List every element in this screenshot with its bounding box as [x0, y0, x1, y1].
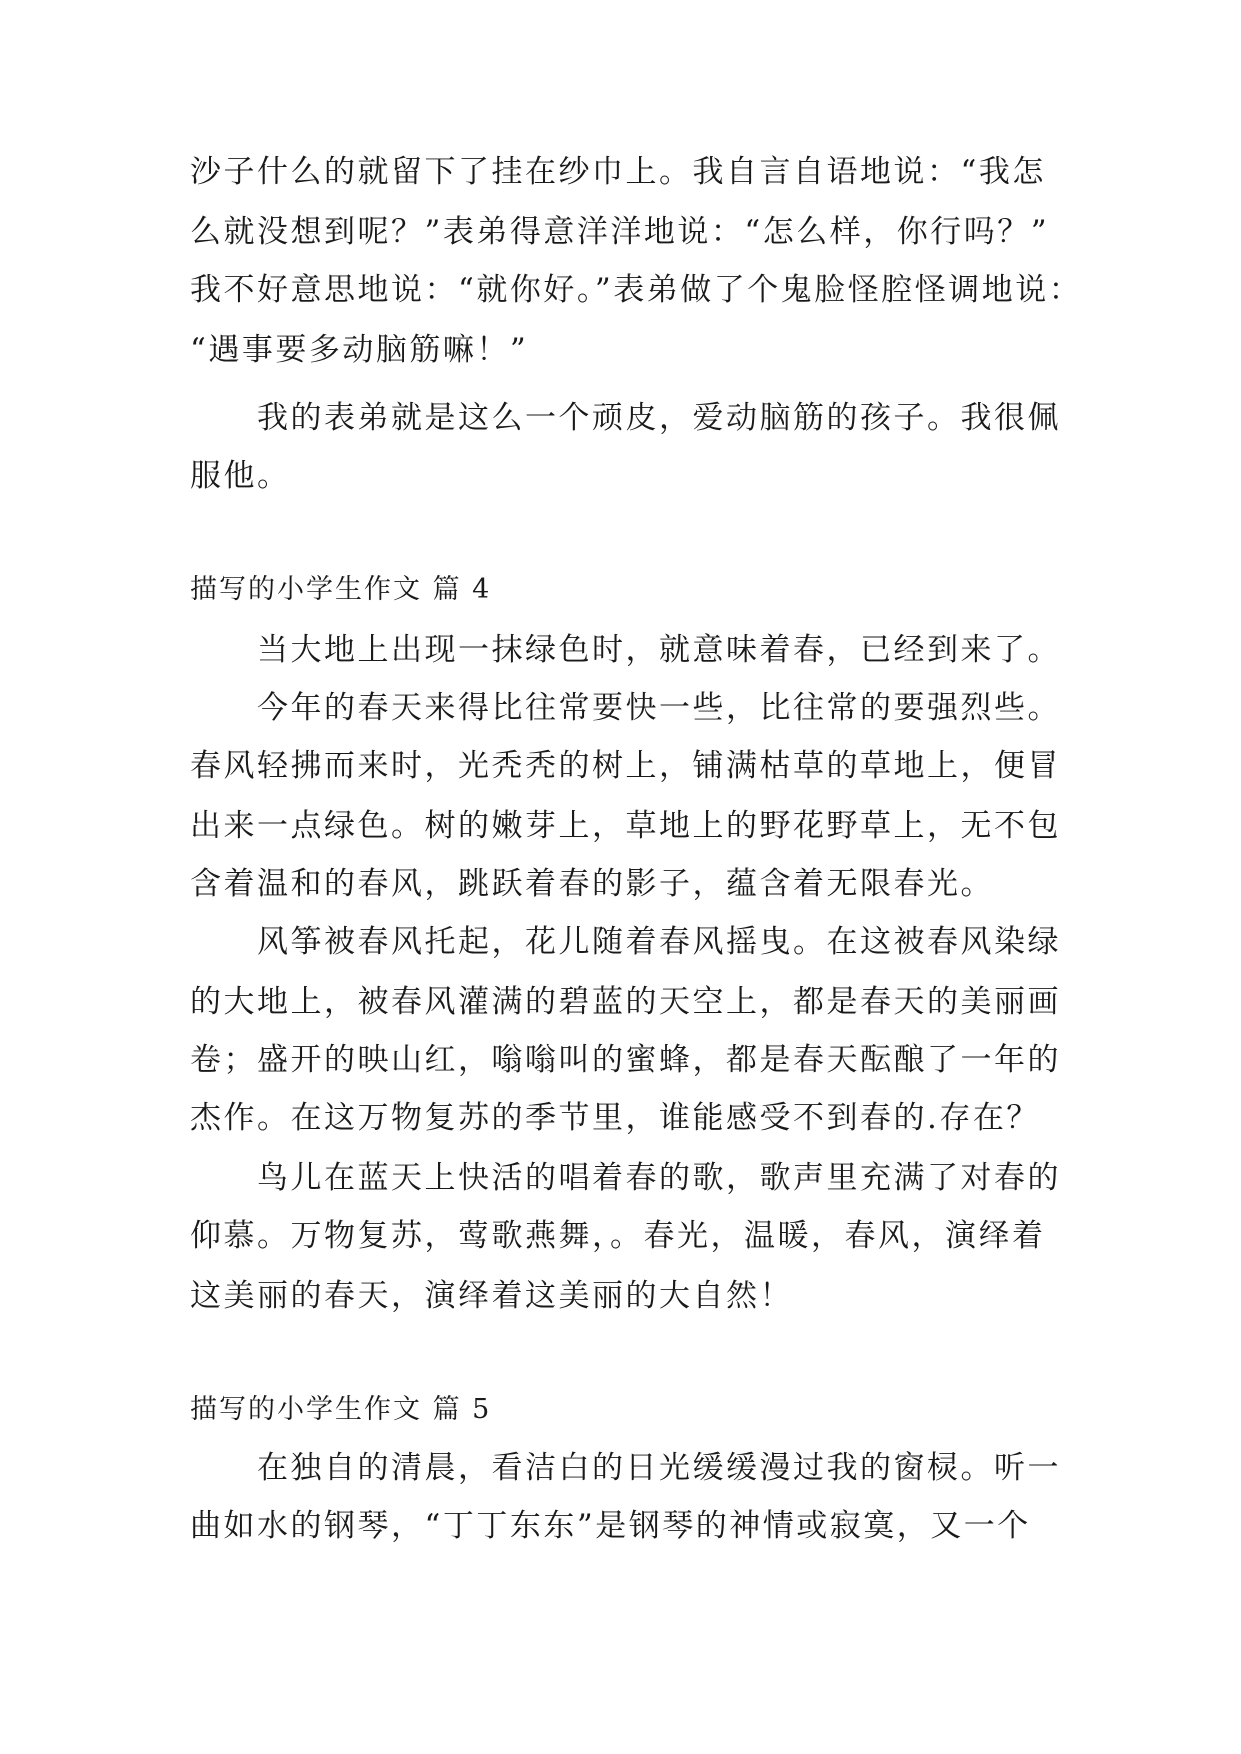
paragraph-line: 出来一点绿色。树的嫩芽上，草地上的野花野草上，无不包 — [190, 808, 1061, 844]
paragraph-line: 沙子什么的就留下了挂在纱巾上。我自言自语地说：“我怎 — [190, 154, 1046, 190]
paragraph-line: 风筝被春风托起，花儿随着春风摇曳。在这被春风染绿 — [190, 924, 1061, 960]
paragraph-line: 我的表弟就是这么一个顽皮，爱动脑筋的孩子。我很佩 — [190, 400, 1061, 436]
section-heading: 描写的小学生作文 篇 5 — [190, 1394, 492, 1425]
paragraph-line: 服他。 — [190, 458, 291, 494]
paragraph-line: 在独自的清晨，看洁白的日光缓缓漫过我的窗棂。听一 — [190, 1450, 1061, 1486]
paragraph-line: 当大地上出现一抹绿色时，就意味着春，已经到来了。 — [190, 632, 1061, 668]
paragraph-line: 鸟儿在蓝天上快活的唱着春的歌，歌声里充满了对春的 — [190, 1160, 1061, 1196]
paragraph-line: 仰慕。万物复苏，莺歌燕舞，。春光，温暖，春风，演绎着 — [190, 1218, 1046, 1254]
paragraph-line: 杰作。在这万物复苏的季节里，谁能感受不到春的.存在？ — [190, 1100, 1040, 1136]
paragraph-line: 的大地上，被春风灌满的碧蓝的天空上，都是春天的美丽画 — [190, 984, 1061, 1020]
paragraph-line: 我不好意思地说：“就你好。”表弟做了个鬼脸怪腔怪调地说： — [190, 272, 1083, 308]
paragraph-line: 春风轻拂而来时，光秃秃的树上，铺满枯草的草地上，便冒 — [190, 748, 1061, 784]
paragraph-line: 卷；盛开的映山红，嗡嗡叫的蜜蜂，都是春天酝酿了一年的 — [190, 1042, 1061, 1078]
paragraph-line: 这美丽的春天，演绎着这美丽的大自然！ — [190, 1278, 793, 1314]
paragraph-line: 曲如水的钢琴，“丁丁东东”是钢琴的神情或寂寞，又一个 — [190, 1508, 1031, 1544]
paragraph-line: 么就没想到呢？”表弟得意洋洋地说：“怎么样，你行吗？” — [190, 214, 1050, 250]
paragraph-line: “遇事要多动脑筋嘛！” — [190, 332, 529, 368]
paragraph-line: 今年的春天来得比往常要快一些，比往常的要强烈些。 — [190, 690, 1061, 726]
section-heading: 描写的小学生作文 篇 4 — [190, 574, 492, 605]
paragraph-line: 含着温和的春风，跳跃着春的影子，蕴含着无限春光。 — [190, 866, 994, 902]
